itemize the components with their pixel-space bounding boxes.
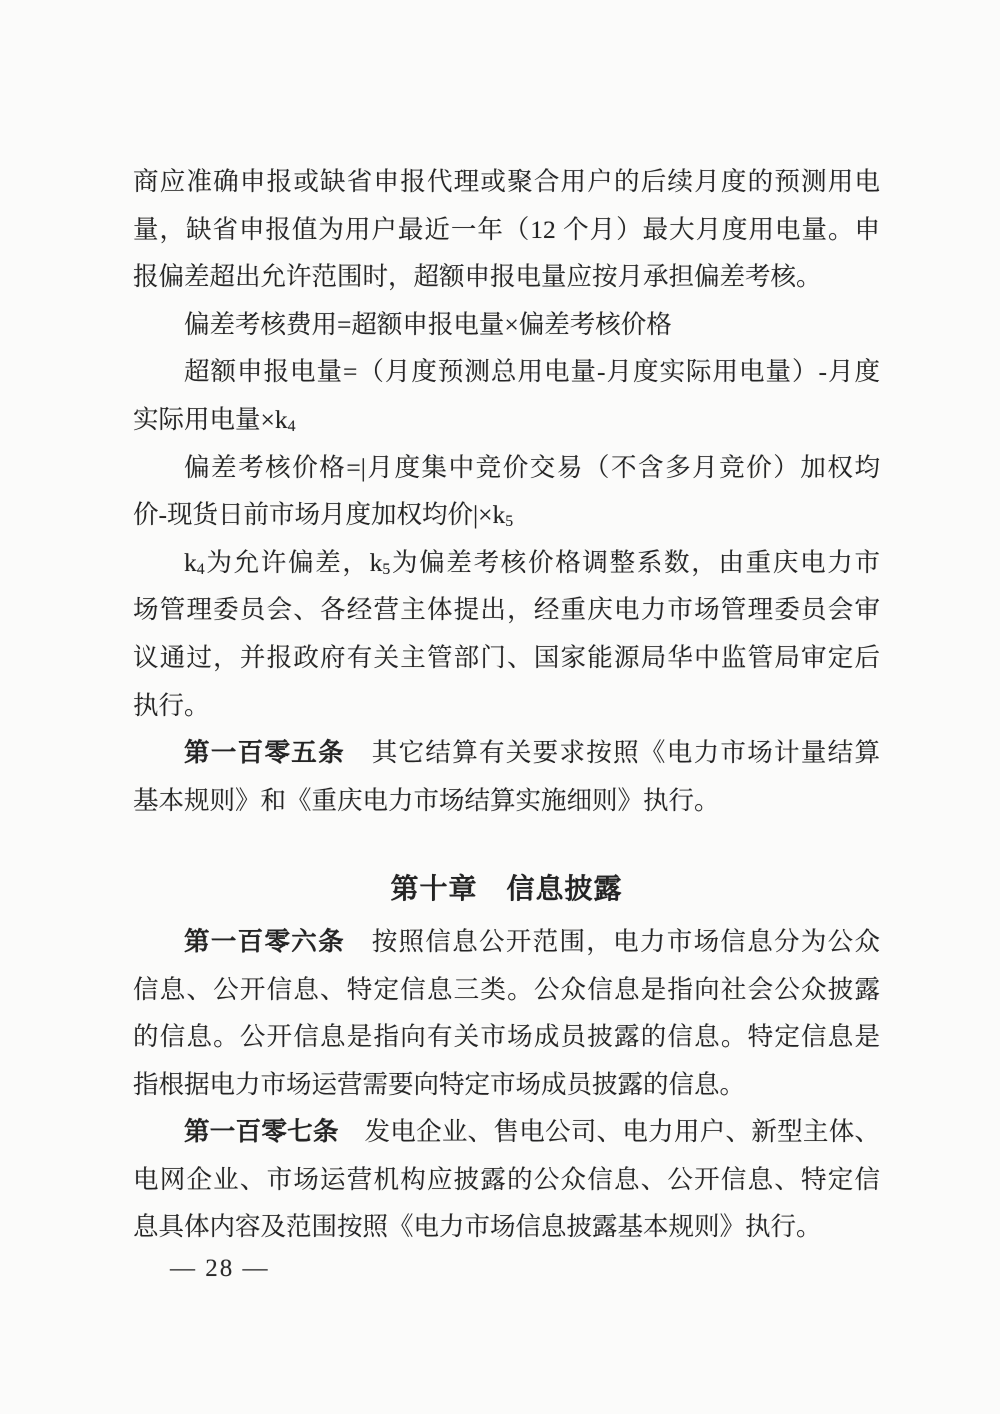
text-line xyxy=(133,966,880,1014)
text-span: k xyxy=(184,547,197,577)
text-line xyxy=(133,348,880,396)
text-line xyxy=(133,682,880,730)
text-span: 其它结算有关要求按照《电力市场计量结算 xyxy=(344,738,880,768)
subscript-text: 5 xyxy=(382,560,391,578)
text-line xyxy=(133,634,880,682)
text-line xyxy=(133,1156,880,1204)
text-line xyxy=(133,1061,880,1109)
text-span: 偏差考核费用=超额申报电量×偏差考核价格 xyxy=(184,309,672,339)
text-line xyxy=(133,1203,880,1251)
subscript-text: 5 xyxy=(505,513,514,530)
text-line xyxy=(133,1013,880,1061)
subscript-text: 4 xyxy=(196,560,205,578)
text-span: 价-现货日前市场月度加权均价|×k xyxy=(133,500,506,530)
article-number: 第一百零六条 xyxy=(184,926,345,956)
text-line xyxy=(133,206,880,254)
text-line xyxy=(133,158,880,206)
text-span: 偏差考核价格=|月度集中竞价交易（不含多月竞价）加权均 xyxy=(184,452,880,482)
article-number: 第一百零五条 xyxy=(184,738,345,768)
text-line xyxy=(133,1108,880,1156)
text-span: 场管理委员会、各经营主体提出，经重庆电力市场管理委员会审 xyxy=(133,595,880,625)
article-number: 第一百零七条 xyxy=(184,1117,339,1147)
text-line xyxy=(133,491,880,539)
text-line xyxy=(133,586,880,634)
text-line xyxy=(133,253,880,301)
text-line xyxy=(133,729,880,777)
text-span: 发电企业、售电公司、电力用户、新型主体、 xyxy=(338,1117,880,1147)
subscript-text: 4 xyxy=(287,417,296,435)
text-span: 息具体内容及范围按照《电力市场信息披露基本规则》执行。 xyxy=(133,1212,822,1242)
text-line xyxy=(133,777,880,825)
text-span: 实际用电量×k xyxy=(133,404,288,434)
text-line xyxy=(133,444,880,492)
text-span: 电网企业、市场运营机构应披露的公众信息、公开信息、特定信 xyxy=(133,1164,880,1194)
text-span: 为偏差考核价格调整系数，由重庆电力市 xyxy=(390,547,880,577)
text-span: 指根据电力市场运营需要向特定市场成员披露的信息。 xyxy=(133,1069,746,1099)
text-span: 基本规则》和《重庆电力市场结算实施细则》执行。 xyxy=(133,785,720,815)
text-line xyxy=(133,918,880,966)
chapter-heading-text: 第十章 信息披露 xyxy=(390,874,623,906)
text-span: 商应准确申报或缺省申报代理或聚合用户的后续月度的预测用电 xyxy=(133,167,880,196)
chapter-heading xyxy=(133,866,880,914)
text-span: 量，缺省申报值为用户最近一年（12 个月）最大月度用电量。申 xyxy=(133,214,880,244)
text-span: 报偏差超出允许范围时，超额申报电量应按月承担偏差考核。 xyxy=(133,262,822,292)
text-line xyxy=(133,539,880,587)
text-span: 为允许偏差，k xyxy=(204,547,383,577)
text-span: 超额申报电量=（月度预测总用电量-月度实际用电量）-月度 xyxy=(184,357,880,387)
text-line xyxy=(133,301,880,349)
text-span: 议通过，并报政府有关主管部门、国家能源局华中监管局审定后 xyxy=(133,642,880,672)
document-text xyxy=(133,158,880,1251)
text-line xyxy=(133,396,880,444)
text-span: 信息、公开信息、特定信息三类。公众信息是指向社会公众披露 xyxy=(133,974,880,1004)
text-span: 按照信息公开范围，电力市场信息分为公众 xyxy=(344,926,880,956)
text-span: 执行。 xyxy=(133,690,210,720)
page-number: — 28 — xyxy=(170,1255,270,1282)
text-span: 的信息。公开信息是指向有关市场成员披露的信息。特定信息是 xyxy=(133,1022,880,1052)
